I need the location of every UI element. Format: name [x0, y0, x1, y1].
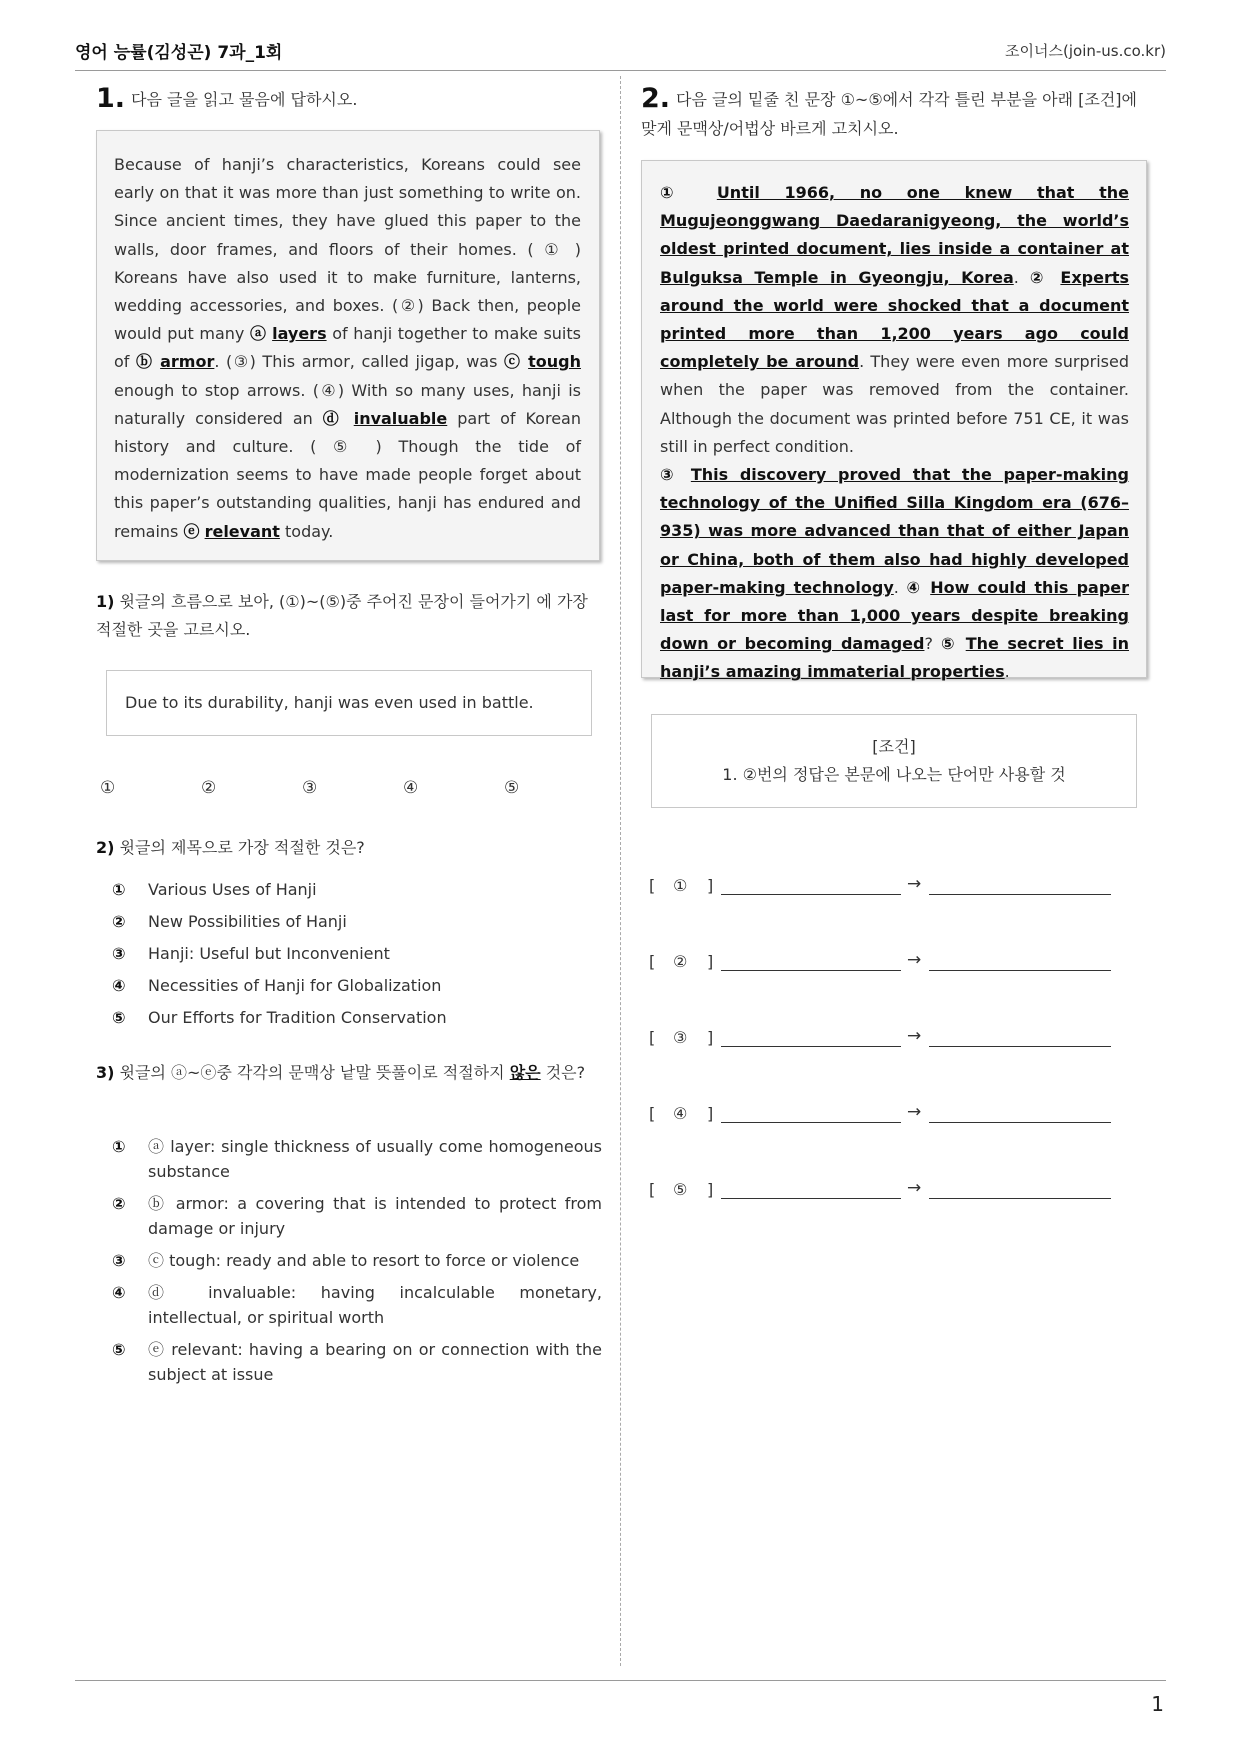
- passage-text: .: [1013, 267, 1030, 287]
- wrong-part-blank[interactable]: [721, 1198, 901, 1199]
- passage-text: .: [1004, 662, 1010, 682]
- choice-text: ⓑ armor: a covering that is intended to protect from damage or injury: [148, 1194, 602, 1238]
- choice-text: Various Uses of Hanji: [148, 880, 317, 899]
- given-sentence: Due to its durability, hanji was even used in battle.: [125, 693, 534, 712]
- sub-question-number: 3): [96, 1063, 115, 1082]
- question-2-heading: [641, 84, 1151, 143]
- sub-question-number: 1): [96, 592, 115, 611]
- passage-text: part of Korean history and culture. ( ⑤ ) Though the tide of modernization seems to have made people forget about this paper’s outstanding qualities, hanji has endured and remains: [114, 408, 581, 541]
- bracket-open: [: [649, 876, 656, 895]
- choice-text: Necessities of Hanji for Globalization: [148, 976, 442, 995]
- sub-question-2: [96, 834, 596, 862]
- word-b: armor: [160, 352, 215, 372]
- choice-number: ①: [112, 880, 126, 899]
- choice-2[interactable]: [112, 909, 602, 934]
- choice-text: Hanji: Useful but Inconvenient: [148, 944, 390, 963]
- sentence-marker-1: ①: [660, 183, 693, 202]
- answer-row-2: [649, 952, 1119, 978]
- page-number: 1: [1151, 1692, 1164, 1716]
- correction-blank[interactable]: [929, 1198, 1111, 1199]
- underlined-sentence-1: Until 1966, no one knew that the Mugujeonggwang Daedaranigyeong, the world’s oldest printed document, lies inside a container at Bulguksa Temple in Gyeongju, Korea: [660, 183, 1130, 287]
- marker-b: ⓑ: [136, 352, 154, 372]
- arrow-icon: →: [907, 950, 922, 970]
- arrow-icon: →: [907, 1026, 922, 1046]
- bracket-open: [: [649, 1180, 656, 1199]
- word-c: tough: [528, 352, 581, 372]
- answer-number: ④: [673, 1104, 688, 1123]
- answer-row-4: [649, 1104, 1119, 1130]
- sub-question-text: 윗글의 제목으로 가장 적절한 것은?: [119, 838, 365, 857]
- bracket-close: ]: [707, 1180, 714, 1199]
- column-divider: [620, 76, 621, 1666]
- choice-3[interactable]: [112, 1248, 602, 1273]
- choice-number: ④: [112, 976, 126, 995]
- passage-text: . (③) This armor, called jigap, was: [214, 352, 505, 372]
- answer-number: ①: [673, 876, 688, 895]
- question-prompt: 다음 글을 읽고 물음에 답하시오.: [131, 90, 358, 109]
- choice-number: ⑤: [112, 1008, 126, 1027]
- footer-divider: [75, 1680, 1166, 1681]
- passage-text: ?: [924, 634, 942, 654]
- wrong-part-blank[interactable]: [721, 894, 901, 895]
- bracket-close: ]: [707, 1028, 714, 1047]
- choice-text: ⓒ tough: ready and able to resort to force or violence: [148, 1251, 580, 1270]
- answer-number: ③: [673, 1028, 688, 1047]
- passage-text: of hanji together to make suits of: [114, 324, 581, 372]
- wrong-part-blank[interactable]: [721, 1122, 901, 1123]
- sentence-marker-2: ②: [1029, 267, 1050, 287]
- correction-blank[interactable]: [929, 970, 1111, 971]
- choice-number: ①: [112, 1137, 126, 1156]
- sub-question-3: [96, 1058, 596, 1087]
- answer-number: ⑤: [673, 1180, 688, 1199]
- site-name: 조이너스(join-us.co.kr): [1005, 42, 1166, 60]
- answer-options: [100, 778, 600, 804]
- header-divider: [75, 70, 1166, 71]
- choice-text: ⓔ relevant: having a bearing on or connection with the subject at issue: [148, 1340, 602, 1384]
- word-e: relevant: [204, 521, 280, 541]
- choice-number: ③: [112, 944, 126, 963]
- sub-question-text: 윗글의 흐름으로 보아, (①)~(⑤)중 주어진 문장이 들어가기 에 가장 적절한 곳을 고르시오.: [96, 592, 588, 639]
- emphasis-not: 않은: [509, 1063, 541, 1082]
- underlined-sentence-4: How could this paper last for more than 1,000 years despite breaking down or becoming damaged: [660, 577, 1130, 654]
- bracket-open: [: [649, 1028, 656, 1047]
- question-number: 2.: [641, 83, 671, 114]
- choice-number: ④: [112, 1283, 126, 1302]
- sentence-marker-3: ③: [660, 465, 680, 485]
- passage-text: .: [893, 577, 907, 597]
- answer-number: ②: [673, 952, 688, 971]
- sub-question-number: 2): [96, 838, 115, 857]
- choice-number: ③: [112, 1251, 126, 1270]
- given-sentence-box: [106, 670, 592, 736]
- answer-row-1: [649, 876, 1119, 902]
- choice-3[interactable]: [112, 941, 602, 966]
- sub-question-text: 것은?: [540, 1063, 586, 1082]
- choice-4[interactable]: [112, 1280, 602, 1330]
- reading-passage: [96, 130, 600, 561]
- bracket-open: [: [649, 952, 656, 971]
- word-a: layers: [272, 324, 327, 344]
- arrow-icon: →: [907, 1178, 922, 1198]
- correction-blank[interactable]: [929, 1122, 1111, 1123]
- choice-text: Our Efforts for Tradition Conservation: [148, 1008, 447, 1027]
- wrong-part-blank[interactable]: [721, 970, 901, 971]
- answer-row-5: [649, 1180, 1119, 1206]
- sub-question-text: 윗글의 ⓐ~ⓔ중 각각의 문맥상 낱말 뜻풀이로 적절하지: [119, 1063, 510, 1082]
- sentence-marker-5: ⑤: [941, 634, 958, 654]
- condition-box: [651, 714, 1137, 808]
- choice-text: ⓓ invaluable: having incalculable monetary, intellectual, or spiritual worth: [148, 1283, 602, 1327]
- underlined-sentence-3: This discovery proved that the paper-making technology of the Unified Silla Kingdom era (676–935) was more advanced than that of either Japan or China, both of them also had highly developed paper-making technology: [660, 465, 1130, 597]
- choice-1[interactable]: [112, 1134, 602, 1184]
- condition-item: 1. ②번의 정답은 본문에 나오는 단어만 사용할 것: [722, 765, 1066, 784]
- question-1-heading: [96, 84, 596, 114]
- sub-question-1: [96, 588, 596, 644]
- choice-text: New Possibilities of Hanji: [148, 912, 347, 931]
- question-prompt: 다음 글의 밑줄 친 문장 ①~⑤에서 각각 틀린 부분을 아래 [조건]에 맞게 문맥상/어법상 바르게 고치시오.: [641, 90, 1137, 138]
- choice-2[interactable]: [112, 1191, 602, 1241]
- condition-title: [조건]: [872, 737, 916, 756]
- sentence-marker-4: ④: [906, 577, 923, 597]
- arrow-icon: →: [907, 874, 922, 894]
- correction-blank[interactable]: [929, 1046, 1111, 1047]
- bracket-open: [: [649, 1104, 656, 1123]
- option-3[interactable]: ③: [302, 778, 318, 798]
- passage-text: enough to stop arrows. (④) With so many uses, hanji is naturally considered an: [114, 380, 581, 428]
- underlined-sentence-2: Experts around the world were shocked that a document printed more than 1,200 years ago could completely be around: [660, 267, 1130, 372]
- passage-text: today.: [279, 521, 334, 541]
- wrong-part-blank[interactable]: [721, 1046, 901, 1047]
- choice-number: ⑤: [112, 1340, 126, 1359]
- choice-number: ②: [112, 1194, 126, 1213]
- bracket-close: ]: [707, 952, 714, 971]
- choice-text: ⓐ layer: single thickness of usually come homogeneous substance: [148, 1137, 602, 1181]
- correction-blank[interactable]: [929, 894, 1111, 895]
- option-5[interactable]: ⑤: [504, 778, 520, 798]
- choice-1[interactable]: [112, 877, 602, 902]
- choice-number: ②: [112, 912, 126, 931]
- option-2[interactable]: ②: [201, 778, 217, 798]
- document-title: 영어 능률(김성곤) 7과_1회: [75, 43, 283, 63]
- underlined-sentence-5: The secret lies in hanji’s amazing immaterial properties: [660, 634, 1130, 682]
- answer-row-3: [649, 1028, 1119, 1054]
- choice-4[interactable]: [112, 973, 602, 998]
- option-1[interactable]: ①: [100, 778, 116, 798]
- reading-passage: [641, 160, 1147, 682]
- choice-5[interactable]: [112, 1005, 602, 1030]
- passage-text: . They were even more surprised when the paper was removed from the container. Although the document was printed before 751 CE, it was still in perfect condition.: [660, 352, 1129, 456]
- arrow-icon: →: [907, 1102, 922, 1122]
- bracket-close: ]: [707, 1104, 714, 1123]
- question-number: 1.: [96, 83, 126, 114]
- option-4[interactable]: ④: [403, 778, 419, 798]
- choice-5[interactable]: [112, 1337, 602, 1387]
- passage-text: Because of hanji’s characteristics, Koreans could see early on that it was more than just something to write on. Since ancient times, they have glued this paper to the walls, door frames, and floors of their homes. ( ① ) Koreans have also used it to make furniture, lanterns, wedding accessories, and boxes. (②) Back then, people would put many: [114, 155, 581, 344]
- marker-a: ⓐ: [249, 324, 267, 344]
- marker-e: ⓔ: [183, 521, 200, 541]
- marker-d: ⓓ: [322, 408, 344, 428]
- bracket-close: ]: [707, 876, 714, 895]
- word-d: invaluable: [353, 408, 448, 428]
- marker-c: ⓒ: [504, 352, 522, 372]
